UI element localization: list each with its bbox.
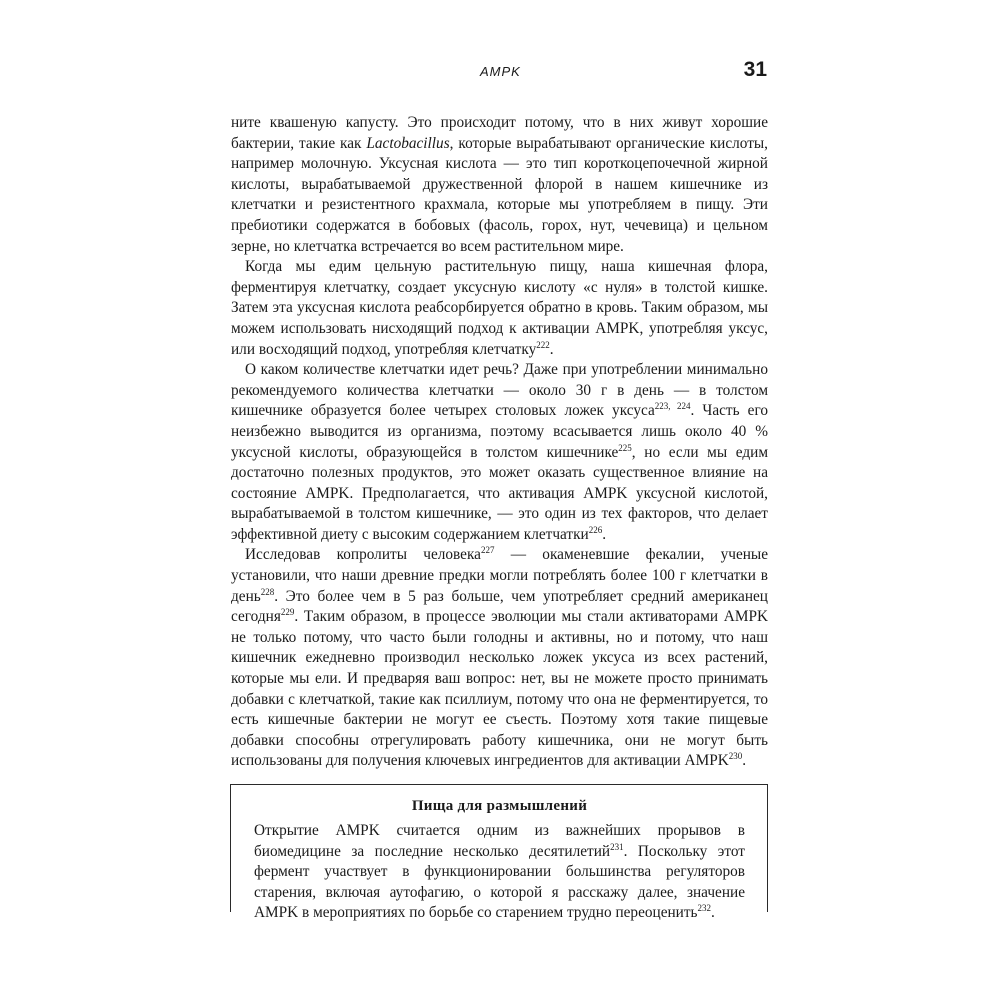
paragraph-1 — [231, 113, 768, 257]
text-run: . — [602, 525, 607, 543]
footnote-ref-232: 232 — [697, 903, 712, 914]
footnote-ref-230: 230 — [728, 751, 743, 762]
text-run: — окаменевшие фекалии, ученые установили, что наши древние предки могли потреблять более 100 г клетчатки в день — [231, 546, 768, 605]
text-run: , которые вырабатывают органические кислоты, например молочную. Уксусная кислота — это тип короткоцепочечной жирной кислоты, вырабатываемой дружественной флорой в нашем кишечнике из клетчатки и резистентного крахмала, которые мы употребляем в пищу. Эти пребиотики содержатся в бобовых (фасоль, горох, нут, чечевица) и цельном зерне, но клетчатка встречается во всем растительном мире. — [231, 134, 768, 255]
paragraph-4 — [231, 545, 768, 772]
footnote-ref-227: 227 — [480, 545, 495, 556]
text-run: . Поскольку этот фермент участвует в функционировании большинства регуляторов старения, включая аутофагию, о которой я расскажу далее, значение AMPK в мероприятиях по борьбе со старением трудно переоценить — [254, 842, 745, 922]
paragraph-2 — [231, 257, 768, 360]
paragraph-3 — [231, 360, 768, 545]
text-run: . Часть его неизбежно выводится из организма, поэтому всасывается лишь около 40 % уксусной кислоты, образующейся в толстом кишечнике — [231, 402, 768, 461]
footnote-ref-231: 231 — [610, 841, 624, 852]
footnote-ref-226: 226 — [588, 524, 603, 535]
footnote-ref-228: 228 — [260, 586, 275, 597]
page-number: 31 — [743, 58, 767, 81]
sidebar-title: Пища для размышлений — [411, 798, 588, 814]
text-run: . — [549, 340, 554, 358]
main-text — [231, 113, 768, 772]
text-run: . Таким образом, в процессе эволюции мы стали активаторами AMPK не только потому, что часто были голодны и активны, но и потому, что наш кишечник ежедневно производил несколько ложек уксуса из всех растений, которые мы ели. И предваряя ваш вопрос: нет, вы не можете просто принимать добавки с клетчаткой, такие как псиллиум, потому что она не ферментируется, то есть кишечные бактерии не могут ее съесть. Поэтому хотя такие пищевые добавки способны отрегулировать работу кишечника, они не могут быть использованы для получения ключевых ингредиентов для активации AMPK — [231, 608, 768, 770]
running-header-title: AMPK — [480, 64, 521, 79]
species-name: Lactobacillus — [366, 134, 450, 152]
text-run: Исследовав копролиты человека — [245, 546, 481, 564]
text-run: Открытие AMPK считается одним из важнейших прорывов в биомедицине за последние несколько десятилетий — [254, 822, 745, 860]
footnote-ref-223-224: 223, 224 — [654, 401, 691, 412]
footnote-ref-229: 229 — [280, 607, 295, 618]
text-run: О каком количестве клетчатки идет речь? Даже при употреблении минимально рекомендуемого количества клетчатки — около 30 г в день — в толстом кишечнике образуется более четырех столовых ложек уксуса — [231, 361, 768, 420]
footnote-ref-222: 222 — [536, 339, 550, 350]
sidebar-box — [230, 784, 768, 922]
text-run: , но если мы едим достаточно полезных продуктов, это может оказать существенное влияние на состояние AMPK. Предполагается, что активация AMPK уксусной кислотой, вырабатываемой в толстом кишечнике, — это один из тех факторов, что делает эффективной диету с высоким содержанием клетчатки — [231, 443, 768, 543]
sidebar-text — [254, 821, 745, 924]
text-run: . — [742, 752, 747, 770]
text-run: ните квашеную капусту. Это происходит потому, что в них живут хорошие бактерии, такие как — [231, 114, 768, 152]
text-run: . — [711, 904, 715, 922]
footnote-ref-225: 225 — [618, 442, 632, 453]
text-run: Когда мы едим цельную растительную пищу, наша кишечная флора, ферментируя клетчатку, создает уксусную кислоту «с нуля» в толстой кишке. Затем эта уксусная кислота реабсорбируется обратно в кровь. Таким образом, мы можем использовать нисходящий подход к активации AMPK, употребляя уксус, или восходящий подход, употребляя клетчатку — [231, 258, 768, 358]
text-run: . Это более чем в 5 раз больше, чем употребляет средний американец сегодня — [231, 587, 768, 626]
